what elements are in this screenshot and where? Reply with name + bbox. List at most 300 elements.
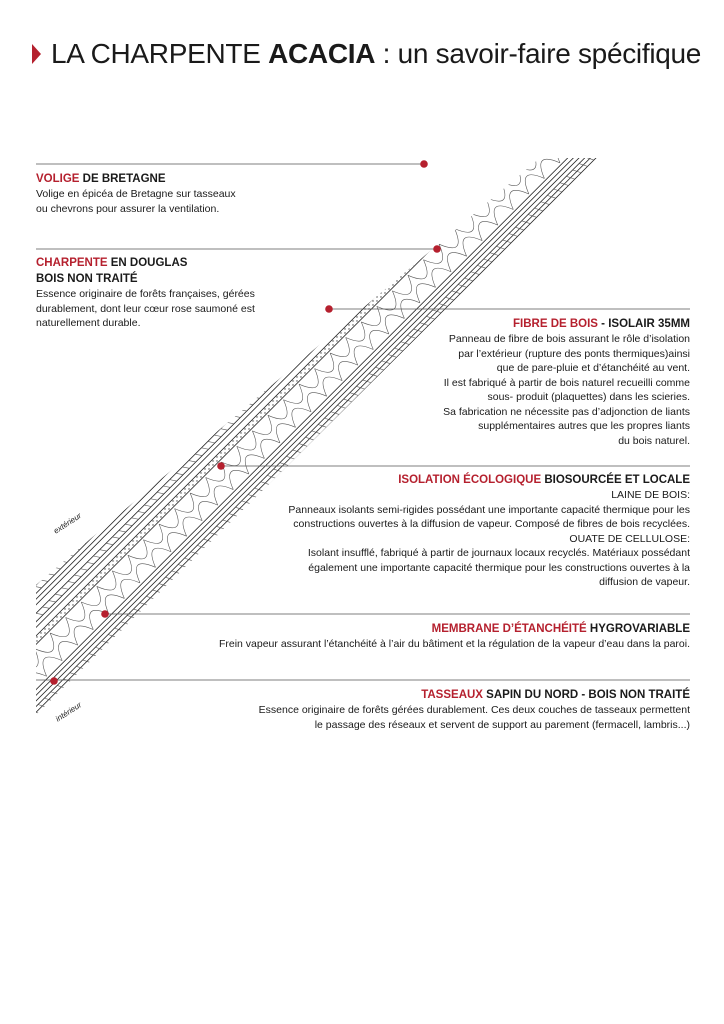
batten-tick <box>98 523 105 524</box>
item-heading <box>220 687 690 703</box>
batten-tick <box>496 246 504 249</box>
batten-tick <box>620 1 627 2</box>
insulation-wave <box>672 0 691 14</box>
title-suffix: : un savoir-faire spécifique <box>375 38 702 69</box>
batten-tick <box>299 444 307 447</box>
batten-tick <box>532 117 539 118</box>
batten-tick <box>386 263 393 264</box>
batten-tick <box>615 34 622 35</box>
batten-tick <box>206 415 213 416</box>
batten-tick <box>19 724 27 727</box>
batten-tick <box>634 15 641 16</box>
batten-tick <box>134 609 142 612</box>
batten-tick <box>462 187 469 188</box>
batten-tick <box>668 74 676 77</box>
batten-tick <box>130 491 137 492</box>
batten-tick <box>124 497 131 498</box>
batten-tick <box>327 294 334 295</box>
marker-dot <box>217 462 225 470</box>
batten-tick <box>577 72 584 73</box>
batten-tick <box>350 393 358 396</box>
batten-tick <box>318 424 326 427</box>
heading-black: EN DOUGLAS <box>107 257 188 269</box>
batten-tick <box>564 85 571 86</box>
batten-tick <box>601 20 608 21</box>
batten-tick <box>503 240 511 243</box>
batten-tick <box>607 14 614 15</box>
heading-black: DE BRETAGNE <box>79 173 166 185</box>
heading-red: CHARPENTE <box>36 257 108 269</box>
batten-tick <box>280 463 288 466</box>
batten-tick <box>418 231 425 232</box>
batten-tick <box>127 615 135 618</box>
batten-tick <box>550 71 557 72</box>
insulation-wave <box>696 4 715 23</box>
batten-tick <box>477 265 485 268</box>
batten-tick <box>257 364 264 365</box>
batten-tick <box>617 125 625 128</box>
batten-tick <box>509 234 517 237</box>
item-membrane <box>170 621 690 652</box>
batten-tick <box>4 645 11 646</box>
batten-tick <box>719 24 724 27</box>
batten-tick <box>713 30 721 33</box>
batten-tick <box>411 238 418 239</box>
batten-tick <box>348 301 355 302</box>
batten-tick <box>655 87 663 90</box>
batten-tick <box>588 33 595 34</box>
batten-tick <box>433 310 441 313</box>
batten-tick <box>481 168 488 169</box>
batten-tick <box>337 405 345 408</box>
insulation-wave <box>665 35 684 54</box>
batten-tick <box>539 111 546 112</box>
batten-tick <box>312 431 320 434</box>
batten-tick <box>232 389 239 390</box>
insulation-wave <box>12 688 31 707</box>
batten-tick <box>105 516 112 517</box>
insulation-wave <box>532 135 551 154</box>
batten-tick <box>146 596 154 599</box>
batten-tick <box>535 208 543 211</box>
batten-tick <box>700 43 708 46</box>
insulation-wave <box>595 73 614 92</box>
batten-tick <box>194 427 201 428</box>
batten-tick <box>525 96 532 97</box>
batten-tick <box>405 244 412 245</box>
batten-tick <box>251 370 258 371</box>
batten-tick <box>582 39 589 40</box>
marker-dot <box>101 610 109 618</box>
batten-tick <box>537 84 544 85</box>
batten-tick <box>197 545 205 548</box>
batten-tick <box>155 466 162 467</box>
batten-tick <box>165 577 173 580</box>
batten-tick <box>210 533 218 536</box>
batten-tick <box>316 333 323 334</box>
batten-tick <box>149 472 156 473</box>
item-text: Essence originaire de forêts gérées durablement. Ces deux couches de tasseaux permettent le passage des réseaux et servent de support au parement (fermacell, lambris...) <box>258 704 690 731</box>
batten-tick <box>556 65 563 66</box>
batten-tick <box>437 212 444 213</box>
batten-tick <box>0 625 3 626</box>
batten-tick <box>89 654 97 657</box>
batten-tick <box>448 173 455 174</box>
batten-tick <box>331 412 339 415</box>
batten-tick <box>38 704 46 707</box>
batten-tick <box>641 9 648 10</box>
batten-tick <box>276 345 283 346</box>
item-volige <box>36 171 296 216</box>
batten-tick <box>329 321 336 322</box>
batten-tick <box>219 402 226 403</box>
batten-tick <box>242 501 250 504</box>
batten-tick <box>117 504 124 505</box>
batten-tick <box>321 300 328 301</box>
batten-tick <box>522 221 530 224</box>
insulation-wave <box>603 97 622 116</box>
batten-tick <box>367 282 374 283</box>
batten-tick <box>64 679 72 682</box>
batten-tick <box>44 698 52 701</box>
batten-tick <box>283 338 290 339</box>
batten-tick <box>191 552 199 555</box>
insulation-wave <box>626 42 645 61</box>
batten-tick <box>168 453 175 454</box>
batten-tick <box>573 170 581 173</box>
batten-tick <box>630 113 638 116</box>
batten-tick <box>297 352 304 353</box>
batten-tick <box>57 685 65 688</box>
batten-tick <box>431 219 438 220</box>
batten-tick <box>385 236 392 237</box>
batten-tick <box>378 243 385 244</box>
batten-tick <box>85 536 92 537</box>
batten-tick <box>223 520 231 523</box>
marker-dot <box>325 305 333 313</box>
batten-tick <box>159 584 167 587</box>
batten-tick <box>361 289 368 290</box>
batten-tick <box>506 115 513 116</box>
batten-tick <box>488 161 495 162</box>
batten-tick <box>590 60 597 61</box>
interior-label: intérieur <box>54 700 84 724</box>
batten-tick <box>32 711 40 714</box>
batten-tick <box>436 185 443 186</box>
batten-tick <box>136 485 143 486</box>
item-heading-line2: BOIS NON TRAITÉ <box>36 273 138 285</box>
batten-tick <box>293 450 301 453</box>
batten-tick <box>544 77 551 78</box>
batten-tick <box>554 189 562 192</box>
batten-tick <box>271 378 278 379</box>
insulation-wave <box>0 704 15 723</box>
heading-red: ISOLATION ÉCOLOGIQUE <box>398 474 542 486</box>
batten-tick <box>340 281 347 282</box>
batten-tick <box>366 255 373 256</box>
batten-tick <box>484 259 492 262</box>
batten-tick <box>380 270 387 271</box>
batten-tick <box>305 437 313 440</box>
batten-tick <box>25 717 33 720</box>
batten-tick <box>520 130 527 131</box>
batten-tick <box>636 106 644 109</box>
item-text: Volige en épicéa de Bretagne sur tasseaux ou chevrons pour assurer la ventilation. <box>36 188 236 215</box>
batten-tick <box>23 626 30 627</box>
batten-tick <box>0 743 8 746</box>
batten-tick <box>11 639 18 640</box>
marker-dot <box>50 677 58 685</box>
insulation-wave <box>579 89 598 108</box>
batten-tick <box>3 618 10 619</box>
batten-tick <box>172 571 180 574</box>
batten-tick <box>541 202 549 205</box>
insulation-wave <box>563 104 582 123</box>
batten-tick <box>391 230 398 231</box>
item-heading <box>36 255 306 271</box>
batten-tick <box>526 123 533 124</box>
batten-tick <box>79 542 86 543</box>
batten-tick <box>456 193 463 194</box>
batten-tick <box>694 49 702 52</box>
batten-tick <box>624 119 632 122</box>
batten-tick <box>560 183 568 186</box>
batten-tick <box>486 135 493 136</box>
batten-tick <box>95 647 103 650</box>
batten-tick <box>175 446 182 447</box>
heading-black: HYGROVARIABLE <box>586 623 690 635</box>
batten-tick <box>270 351 277 352</box>
batten-tick <box>687 55 695 58</box>
batten-tick <box>643 100 651 103</box>
batten-tick <box>424 225 431 226</box>
batten-tick <box>315 306 322 307</box>
batten-tick <box>373 276 380 277</box>
insulation-wave <box>3 664 22 683</box>
batten-tick <box>229 514 237 517</box>
batten-tick <box>6 736 14 739</box>
batten-tick <box>0 749 2 752</box>
batten-tick <box>15 606 22 607</box>
batten-tick <box>108 634 116 637</box>
batten-tick <box>493 128 500 129</box>
batten-tick <box>471 272 479 275</box>
batten-tick <box>499 122 506 123</box>
batten-tick <box>308 313 315 314</box>
batten-tick <box>467 154 474 155</box>
insulation-wave <box>641 26 660 45</box>
batten-tick <box>583 66 590 67</box>
batten-tick <box>611 132 619 135</box>
batten-tick <box>465 278 473 281</box>
batten-tick <box>397 224 404 225</box>
batten-tick <box>649 94 657 97</box>
batten-tick <box>450 200 457 201</box>
insulation-wave <box>0 680 7 699</box>
batten-tick <box>558 91 565 92</box>
heading-black: BIOSOURCÉE ET LOCALE <box>541 474 690 486</box>
batten-tick <box>585 157 593 160</box>
batten-tick <box>28 593 35 594</box>
heading-red: MEMBRANE D’ÉTANCHÉITÉ <box>431 623 587 635</box>
batten-tick <box>571 79 578 80</box>
batten-tick <box>662 81 670 84</box>
batten-tick <box>286 456 294 459</box>
batten-tick <box>289 332 296 333</box>
batten-tick <box>512 109 519 110</box>
batten-tick <box>410 211 417 212</box>
batten-tick <box>480 141 487 142</box>
batten-tick <box>303 346 310 347</box>
marker-dot <box>433 245 441 253</box>
item-heading <box>170 621 690 637</box>
item-tasseaux <box>220 687 690 732</box>
batten-tick <box>334 287 341 288</box>
batten-tick <box>461 160 468 161</box>
batten-tick <box>143 478 150 479</box>
batten-tick <box>226 395 233 396</box>
insulation-wave <box>681 19 700 38</box>
batten-tick <box>416 205 423 206</box>
heading-black: - ISOLAIR 35MM <box>597 318 690 330</box>
batten-tick <box>310 340 317 341</box>
batten-tick <box>404 217 411 218</box>
batten-tick <box>545 104 552 105</box>
batten-tick <box>458 284 466 287</box>
heading-red: FIBRE DE BOIS <box>513 318 598 330</box>
heading-red: TASSEAUX <box>421 689 483 701</box>
item-charpente <box>36 255 306 331</box>
batten-tick <box>213 408 220 409</box>
item-heading <box>36 171 296 187</box>
batten-tick <box>121 622 129 625</box>
batten-tick <box>353 268 360 269</box>
item-text: Frein vapeur assurant l’étanchéité à l’air du bâtiment et la régulation de la vapeur d’eau dans la paroi. <box>218 638 690 650</box>
batten-tick <box>494 155 501 156</box>
batten-tick <box>598 144 606 147</box>
batten-tick <box>284 365 291 366</box>
batten-tick <box>335 314 342 315</box>
batten-tick <box>628 21 635 22</box>
item-text: Essence originaire de forêts françaises, gérées durablement, dont leur cœur rose saumoné est naturellement durable. <box>36 288 255 329</box>
batten-tick <box>443 206 450 207</box>
batten-tick <box>0 651 5 652</box>
batten-tick <box>265 384 272 385</box>
batten-tick <box>399 251 406 252</box>
batten-tick <box>609 41 616 42</box>
batten-tick <box>346 275 353 276</box>
batten-tick <box>469 181 476 182</box>
batten-tick <box>442 179 449 180</box>
item-isolation <box>250 472 690 590</box>
batten-tick <box>291 359 298 360</box>
batten-tick <box>153 590 161 593</box>
batten-tick <box>439 304 447 307</box>
insulation-wave <box>650 50 669 69</box>
batten-tick <box>706 36 714 39</box>
batten-tick <box>474 147 481 148</box>
batten-tick <box>475 174 482 175</box>
batten-tick <box>83 660 91 663</box>
batten-tick <box>178 564 186 567</box>
batten-tick <box>9 612 16 613</box>
batten-tick <box>235 507 243 510</box>
title-prefix: LA CHARPENTE <box>51 38 269 69</box>
batten-tick <box>569 52 576 53</box>
heading-black: SAPIN DU NORD - BOIS NON TRAITÉ <box>482 689 690 701</box>
batten-tick <box>602 47 609 48</box>
batten-tick <box>140 603 148 606</box>
batten-tick <box>51 692 59 695</box>
insulation-wave <box>657 11 676 30</box>
item-heading <box>250 472 690 488</box>
insulation-wave <box>610 58 629 77</box>
batten-tick <box>566 176 574 179</box>
batten-tick <box>344 399 352 402</box>
batten-tick <box>579 164 587 167</box>
batten-tick <box>563 58 570 59</box>
batten-tick <box>322 327 329 328</box>
batten-tick <box>184 558 192 561</box>
batten-tick <box>647 2 654 3</box>
batten-tick <box>111 510 118 511</box>
batten-tick <box>359 262 366 263</box>
batten-tick <box>675 68 683 71</box>
batten-tick <box>614 7 621 8</box>
batten-tick <box>17 632 24 633</box>
batten-tick <box>245 376 252 377</box>
batten-tick <box>681 62 689 65</box>
insulation-wave <box>634 66 653 85</box>
batten-tick <box>76 666 84 669</box>
batten-tick <box>595 26 602 27</box>
batten-tick <box>547 195 555 198</box>
batten-tick <box>187 434 194 435</box>
batten-tick <box>181 440 188 441</box>
batten-tick <box>200 421 207 422</box>
batten-tick <box>452 291 460 294</box>
batten-tick <box>204 539 212 542</box>
batten-tick <box>445 297 453 300</box>
batten-tick <box>518 103 525 104</box>
batten-tick <box>114 628 122 631</box>
batten-tick <box>238 383 245 384</box>
item-text: Panneau de fibre de bois assurant le rôle d’isolation par l’extérieur (rupture des ponts thermiques)ainsi que de pare-pluie et d’étanchéité au vent. Il est fabriqué à partir de bois naturel recueilli comme sous- produit (plaquettes) dans les scieries. Sa fabrication ne nécessite pas d’adjonction de liants supplémentaires autres que les propres liants du bois naturel. <box>443 333 690 447</box>
batten-tick <box>513 136 520 137</box>
batten-tick <box>592 151 600 154</box>
exterior-label: extérieur <box>52 511 84 536</box>
batten-tick <box>92 529 99 530</box>
batten-tick <box>551 98 558 99</box>
batten-tick <box>102 641 110 644</box>
item-fibre-de-bois <box>360 316 690 448</box>
insulation-wave <box>19 649 38 668</box>
batten-tick <box>324 418 332 421</box>
batten-tick <box>216 526 224 529</box>
batten-tick <box>429 192 436 193</box>
batten-tick <box>13 730 21 733</box>
batten-tick <box>605 138 613 141</box>
insulation-wave <box>619 81 638 100</box>
batten-tick <box>528 214 536 217</box>
insulation-wave <box>587 113 606 132</box>
insulation-wave <box>548 120 567 139</box>
heading-red: VOLIGE <box>36 173 80 185</box>
batten-tick <box>596 53 603 54</box>
batten-tick <box>22 599 29 600</box>
insulation-wave <box>572 128 591 147</box>
item-text: LAINE DE BOIS: Panneaux isolants semi-rigides possédant une importante capacité thermique pour les constructions ouvertes à la diffusion de vapeur. Composé de fibres de bois recyclées. OUATE DE CELLULOSE: Isolant insufflé, fabriqué à partir de journaux locaux recyclés. Matériaux possédant également une importante capacité thermique pour les constructions ouvertes à la diffusion de vapeur. <box>288 489 690 588</box>
